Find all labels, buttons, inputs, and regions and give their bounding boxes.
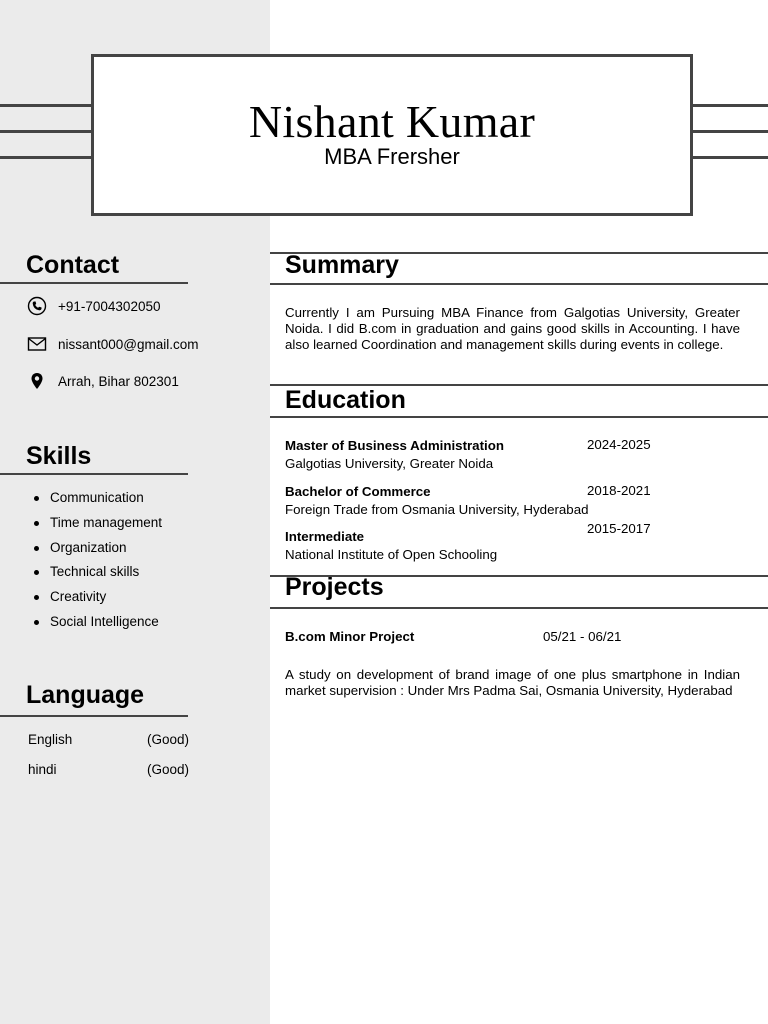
skill-item: Communication <box>28 488 162 513</box>
language-level: (Good) <box>147 732 190 747</box>
email-text: nissant000@gmail.com <box>58 336 199 352</box>
project-description: A study on development of brand image of one plus smartphone in Indian market supervision : Under Mrs Padma Sai, Osmania University, Hyderabad <box>285 667 740 699</box>
header-line-right-2 <box>688 130 768 133</box>
mail-icon <box>26 334 48 354</box>
education-bottom-rule <box>270 416 768 418</box>
education-institution: Galgotias University, Greater Noida <box>285 456 494 471</box>
header-line-left-3 <box>0 156 92 159</box>
education-institution: Foreign Trade from Osmania University, Hyderabad <box>285 502 589 517</box>
skills-heading: Skills <box>26 442 92 470</box>
contact-phone <box>26 296 160 316</box>
summary-heading: Summary <box>285 251 399 279</box>
education-degree: Bachelor of Commerce <box>285 484 431 499</box>
education-heading: Education <box>285 386 406 414</box>
education-entry <box>285 528 740 564</box>
skill-item: Social Intelligence <box>28 612 162 637</box>
language-row <box>28 762 198 777</box>
summary-bottom-rule <box>270 283 768 285</box>
skills-list <box>28 488 162 637</box>
project-name: B.com Minor Project <box>285 629 415 644</box>
education-entry <box>285 483 740 519</box>
language-heading: Language <box>26 681 145 709</box>
skill-item: Organization <box>28 538 162 563</box>
skills-divider <box>0 473 188 475</box>
address-text: Arrah, Bihar 802301 <box>58 373 179 389</box>
header-line-left-1 <box>0 104 92 107</box>
contact-divider <box>0 282 188 284</box>
education-date: 2018-2021 <box>587 483 651 498</box>
education-degree: Master of Business Administration <box>285 438 504 453</box>
projects-heading: Projects <box>285 573 384 601</box>
header-line-right-3 <box>688 156 768 159</box>
skill-item: Technical skills <box>28 562 162 587</box>
education-degree: Intermediate <box>285 529 365 544</box>
education-institution: National Institute of Open Schooling <box>285 547 498 562</box>
language-divider <box>0 715 188 717</box>
phone-text: +91-7004302050 <box>58 298 161 314</box>
location-pin-icon <box>26 371 48 391</box>
education-date: 2015-2017 <box>587 521 651 536</box>
header-box <box>91 54 693 216</box>
header-line-right-1 <box>688 104 768 107</box>
language-name: hindi <box>28 762 57 777</box>
education-entry <box>285 437 740 473</box>
projects-bottom-rule <box>270 607 768 609</box>
language-name: English <box>28 732 73 747</box>
contact-address <box>26 371 179 391</box>
phone-icon <box>26 296 48 316</box>
project-date: 05/21 - 06/21 <box>543 629 622 644</box>
language-level: (Good) <box>147 762 190 777</box>
header-line-left-2 <box>0 130 92 133</box>
contact-heading: Contact <box>26 251 120 279</box>
education-date: 2024-2025 <box>587 437 651 452</box>
skill-item: Creativity <box>28 587 162 612</box>
candidate-role: MBA Frersher <box>324 144 460 169</box>
summary-text: Currently I am Pursuing MBA Finance from Galgotias University, Greater Noida. I did B.com in graduation and gains good skills in Accounting. I have also learned Coordination and management skills during events in college. <box>285 305 740 353</box>
language-row <box>28 732 198 747</box>
skill-item: Time management <box>28 513 162 538</box>
contact-email <box>26 334 199 354</box>
candidate-name: Nishant Kumar <box>248 96 536 147</box>
